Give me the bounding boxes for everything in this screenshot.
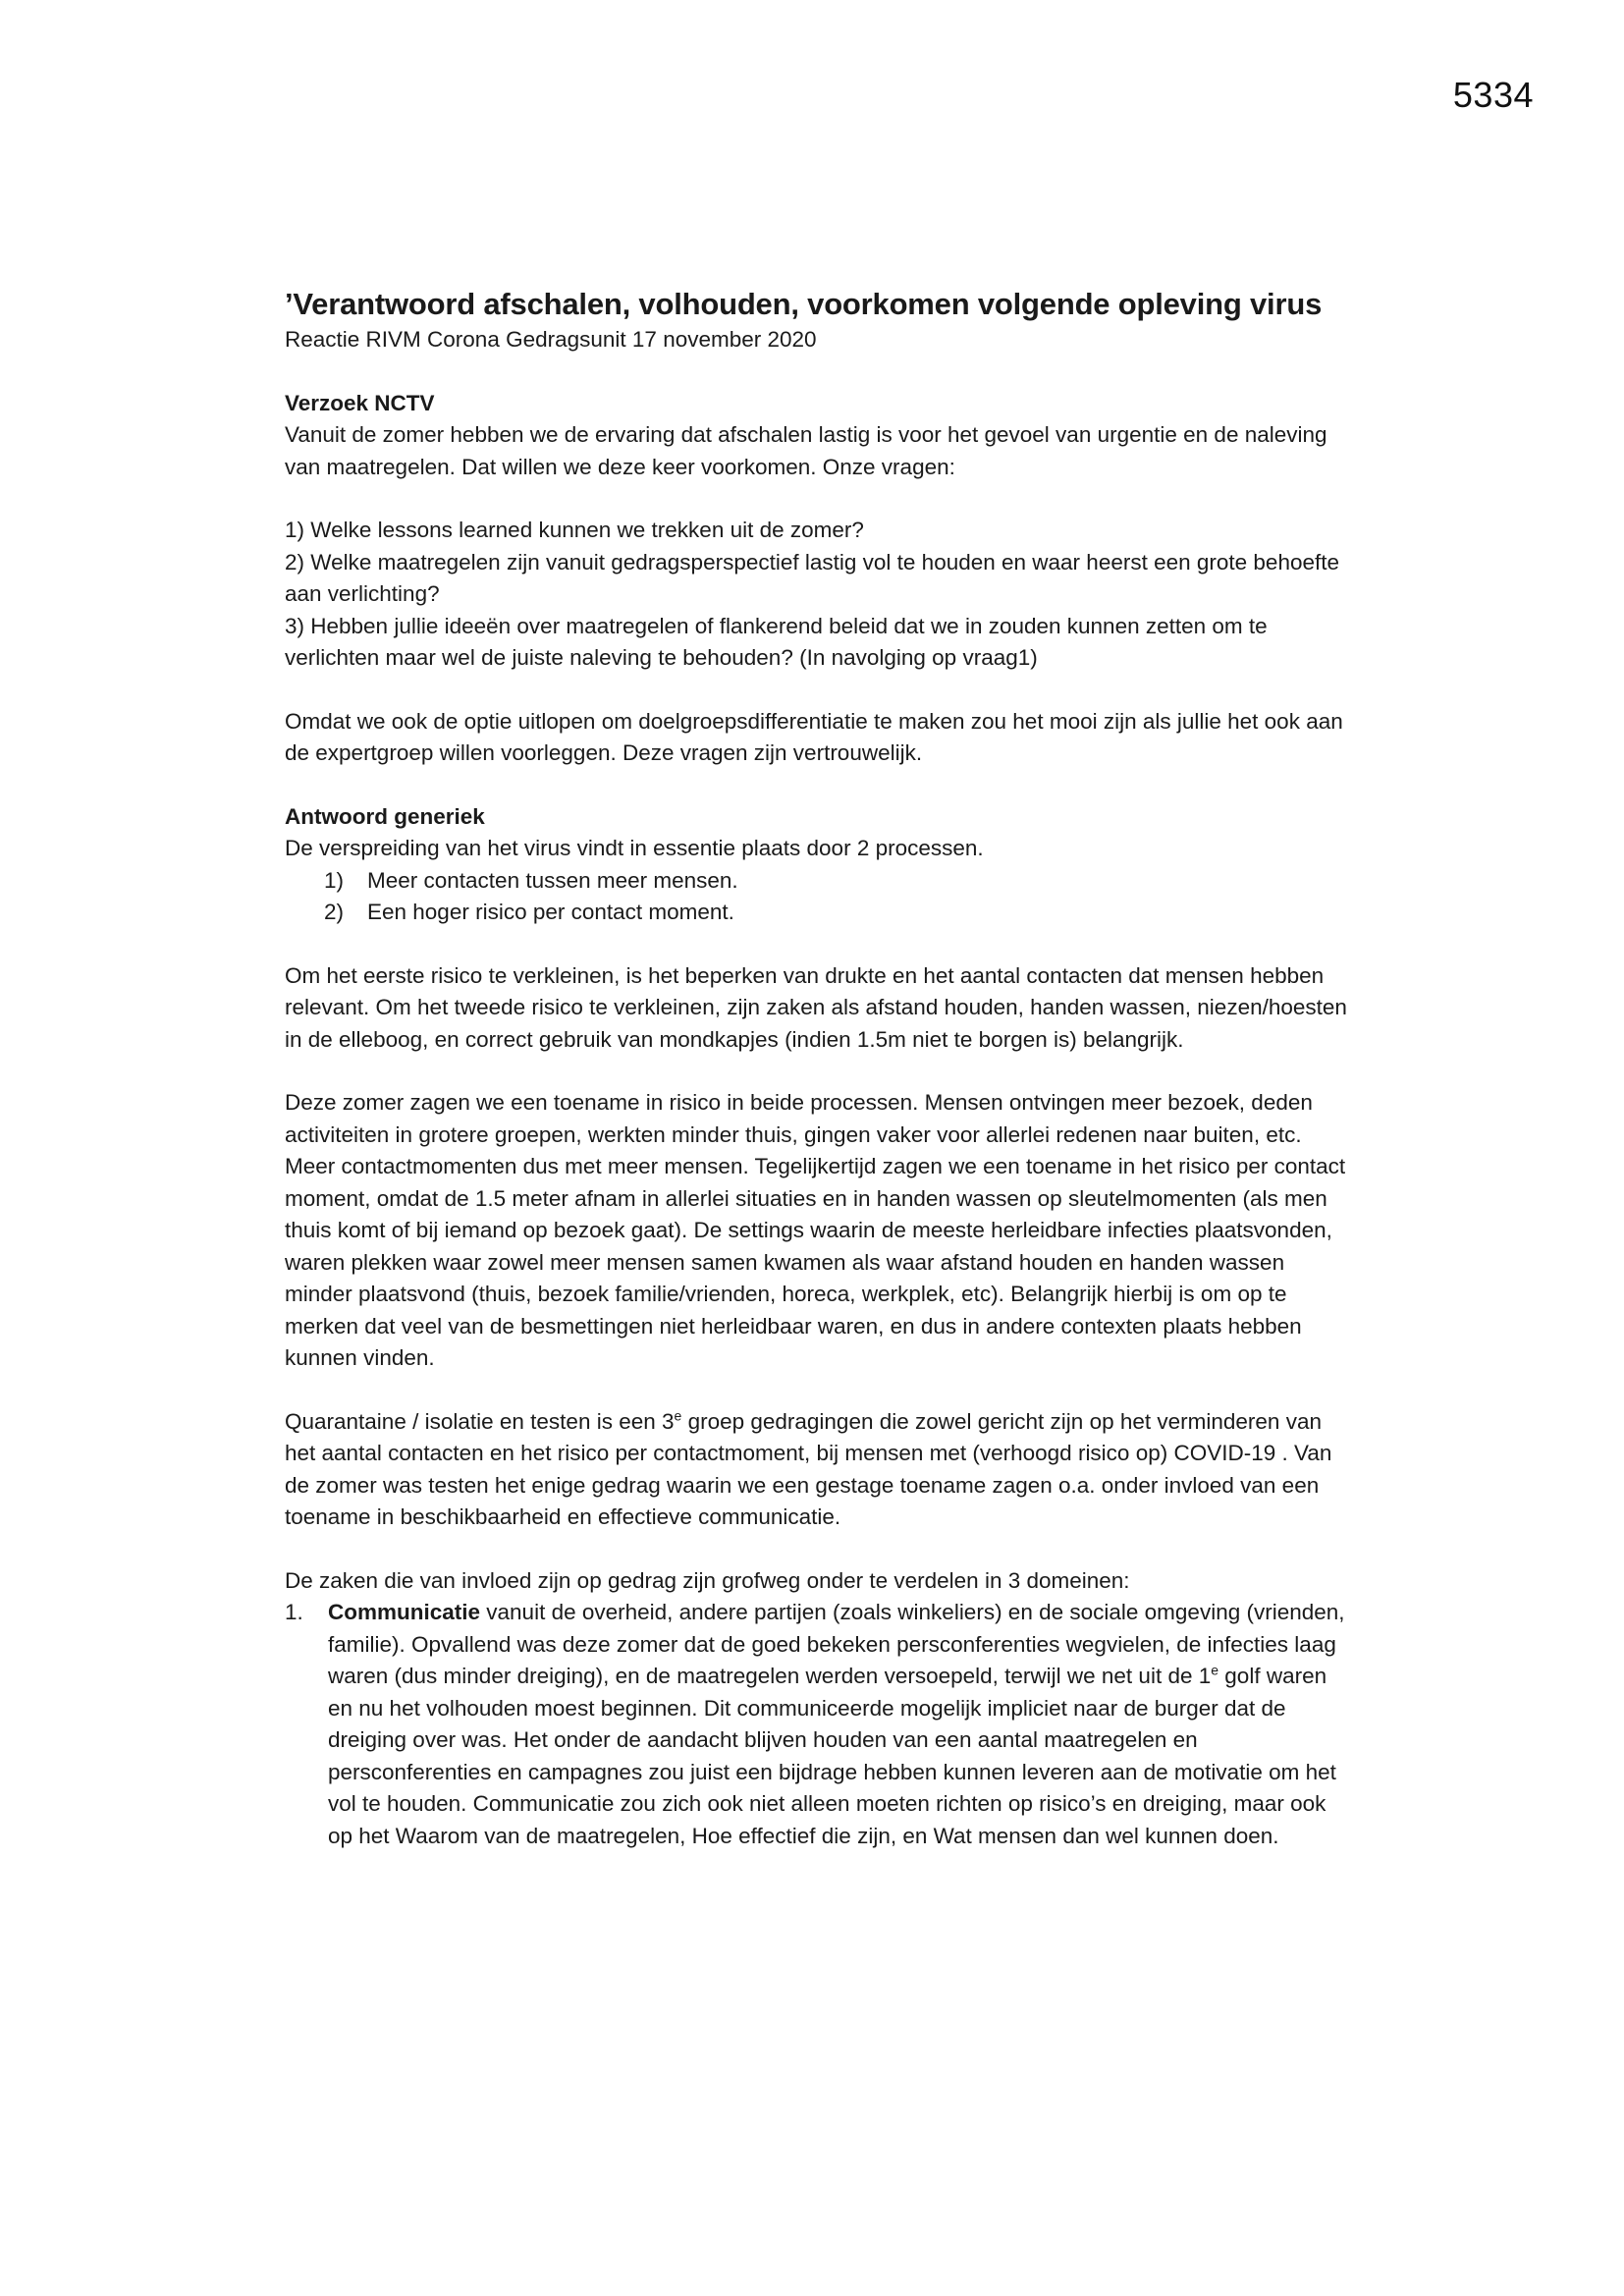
list-item-number: 1.: [285, 1600, 303, 1624]
answer-paragraph-2: Deze zomer zagen we een toename in risico in beide processen. Mensen ontvingen meer bezoek, deden activiteiten in grotere groepen, werkten minder thuis, gingen vaker voor allerlei redenen naar buiten, etc. Meer contactmomenten dus met meer mensen. Tegelijkertijd zagen we een toename in het risico per contact moment, omdat de 1.5 meter afnam in allerlei situaties en in handen wassen op sleutelmomenten (als men thuis komt of bij iemand op bezoek gaat). De settings waarin de meeste herleidbare infecties plaatsvonden, waren plekken waar zowel meer mensen samen kwamen als waar afstand houden en handen wassen minder plaatsvond (thuis, bezoek familie/vrienden, horeca, werkplek, etc). Belangrijk hierbij is om op te merken dat veel van de besmettingen niet herleidbaar waren, en dus in andere contexten plaats hebben kunnen vinden.: [285, 1090, 1346, 1370]
domain-term: Communicatie: [328, 1600, 481, 1624]
list-item-number: 1): [324, 867, 345, 893]
request-question-3: 3) Hebben jullie ideeën over maatregelen of flankerend beleid dat we in zouden kunnen zetten om te verlichten maar wel de juiste naleving te behouden? (In navolging op vraag1): [285, 613, 1268, 670]
answer-intro: De verspreiding van het virus vindt in essentie plaats door 2 processen.: [285, 836, 984, 860]
domain-list: [285, 1597, 1355, 1852]
list-item-text: [328, 1597, 1355, 1852]
document-subtitle: Reactie RIVM Corona Gedragsunit 17 november 2020: [285, 327, 817, 352]
paragraph-text: groep gedragingen die zowel gericht zijn op het verminderen van het aantal contacten en het risico per contactmoment, bij mensen met (verhoogd risico op) COVID-19 . Van de zomer was testen het enige gedrag waarin we een gestage toename zagen o.a. onder invloed van een toename in beschikbaarheid en effectieve communicatie.: [285, 1408, 1332, 1529]
list-item: [285, 1597, 1355, 1852]
request-question-1: 1) Welke lessons learned kunnen we trekken uit de zomer?: [285, 518, 864, 542]
request-heading: Verzoek NCTV: [285, 390, 435, 415]
domains-intro: De zaken die van invloed zijn op gedrag zijn grofweg onder te verdelen in 3 domeinen:: [285, 1567, 1130, 1593]
request-section: [285, 388, 1355, 770]
answer-heading: Antwoord generiek: [285, 803, 485, 829]
document-title: ’Verantwoord afschalen, volhouden, voorkomen volgende opleving virus: [285, 287, 1323, 321]
superscript: e: [1211, 1662, 1219, 1678]
request-closing: Omdat we ook de optie uitlopen om doelgroepsdifferentiatie te maken zou het mooi zijn als jullie het ook aan de expertgroep willen voorleggen. Deze vragen zijn vertrouwelijk.: [285, 708, 1343, 765]
list-item: [324, 897, 1355, 929]
superscript: e: [674, 1407, 682, 1423]
request-question-2: 2) Welke maatregelen zijn vanuit gedragsperspectief lastig vol te houden en waar heerst een grote behoefte aan verlichting?: [285, 549, 1340, 606]
list-item: [324, 865, 1355, 898]
document-body: [285, 285, 1355, 1852]
request-intro: Vanuit de zomer hebben we de ervaring dat afschalen lastig is voor het gevoel van urgentie en de naleving van maatregelen. Dat willen we deze keer voorkomen. Onze vragen:: [285, 422, 1327, 479]
answer-section: [285, 801, 1355, 1853]
answer-paragraph-3: [285, 1406, 1355, 1534]
process-list: [285, 865, 1355, 929]
paragraph-text: Quarantaine / isolatie en testen is een 3: [285, 1408, 675, 1434]
answer-paragraph-1: Om het eerste risico te verkleinen, is het beperken van drukte en het aantal contacten dat mensen hebben relevant. Om het tweede risico te verkleinen, zijn zaken als afstand houden, handen wassen, niezen/hoesten in de elleboog, en correct gebruik van mondkapjes (indien 1.5m niet te borgen is) belangrijk.: [285, 962, 1347, 1052]
page-number: 5334: [1452, 75, 1534, 115]
list-item-number: 2): [324, 900, 345, 924]
list-item-text: Een hoger risico per contact moment.: [367, 900, 734, 924]
list-item-text: Meer contacten tussen meer mensen.: [367, 867, 738, 893]
domain-text: vanuit de overheid, andere partijen (zoals winkeliers) en de sociale omgeving (vrienden, familie). Opvallend was deze zomer dat de goed bekeken persconferenties wegvielen, de infecties laag waren (dus minder dreiging), en de maatregelen werden versoepeld, terwijl we net uit de 1: [328, 1600, 1345, 1688]
domain-text: golf waren en nu het volhouden moest beginnen. Dit communiceerde mogelijk impliciet naar de burger dat de dreiging over was. Het onder de aandacht blijven houden van een aantal maatregelen en persconferenties en campagnes zou juist een bijdrage hebben kunnen leveren aan de motivatie om het vol te houden. Communicatie zou zich ook niet alleen moeten richten op risico’s en dreiging, maar ook op het Waarom van de maatregelen, Hoe effectief die zijn, en Wat mensen dan wel kunnen doen.: [328, 1664, 1336, 1848]
